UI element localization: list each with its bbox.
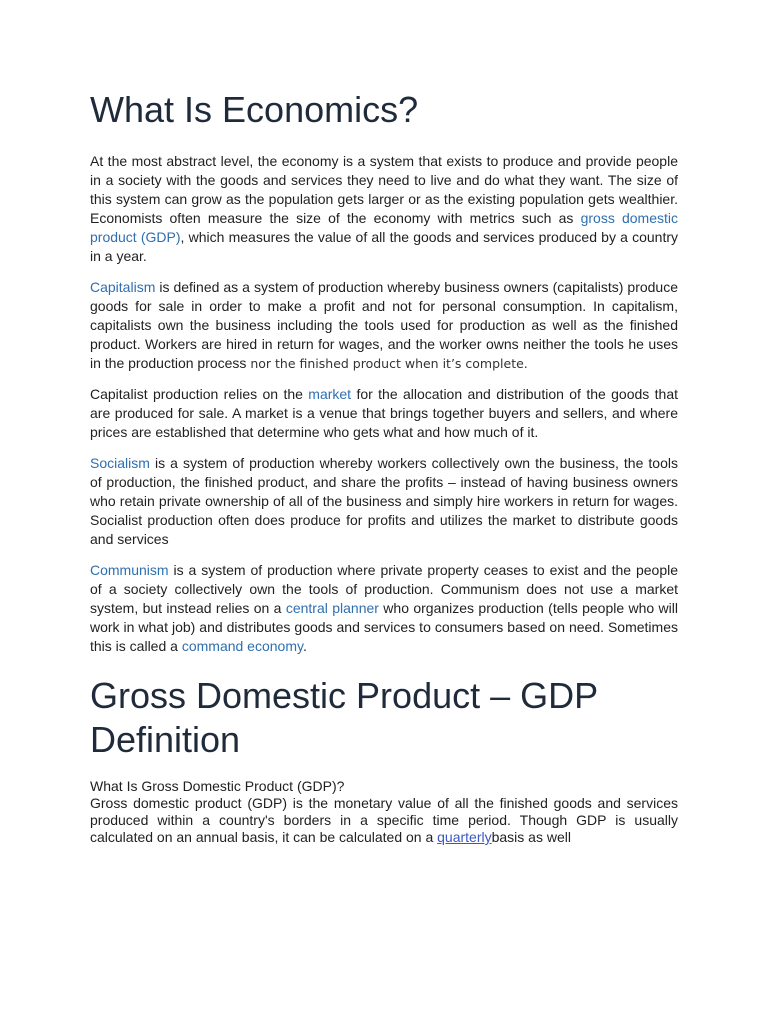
paragraph-text: for the allocation and distribution of the goods that are produced for sale. A market is a venue that brings together buyers and sellers, and where prices are established that determine who gets what and how much of it. [90,386,679,440]
paragraph-text: Capitalist production relies on the [90,386,309,402]
paragraph-text: At the most abstract level, the economy is a system that exists to produce and provide people in a society with the goods and services they need to live and do what they want. The size of this system can grow as the population gets larger or as the existing population gets wealthier. Economists often measure the size of the economy with metrics such as [90,153,678,226]
paragraph-economy [90,152,678,266]
paragraph-text: , which measures the value of all the goods and services produced by a country in a year. [90,229,679,264]
market-link[interactable]: market [308,386,352,402]
page-title: What Is Economics? [90,89,419,130]
paragraph-socialism [90,454,678,549]
paragraph-text: is defined as a system of production whereby business owners (capitalists) produce goods for sale in order to make a profit and not for personal consumption. In capitalism, capitalists own the business including the tools used for production as well as the finished product. Workers are hired in return for wages, and the worker owns neither the tools he uses in the production process [90,279,678,371]
gdp-link[interactable]: gross domestic product (GDP) [90,210,678,245]
paragraph-text: . [302,638,307,654]
paragraph-text: nor the finished product when it’s complete. [250,356,528,371]
quarterly-link[interactable]: quarterly [437,829,492,845]
central-planner-link[interactable]: central planner [285,600,379,616]
section-title-gdp: Gross Domestic Product – GDP Definition [90,675,598,760]
capitalism-link[interactable]: Capitalism [90,279,156,295]
paragraph-text: who organizes production (tells people who will work in what job) and distributes goods and services to consumers based on need. Sometimes this is called a [90,600,678,654]
paragraph-communism [90,561,678,656]
paragraph-gdp-definition [90,795,678,846]
command-economy-link[interactable]: command economy [181,638,303,654]
paragraph-text: basis as well [491,829,571,845]
paragraph-text: Gross domestic product (GDP) is the monetary value of all the finished goods and services produced within a country's borders in a specific time period. Though GDP is usually calculated on an annual basis, it can be calculated on a [90,795,678,845]
communism-link[interactable]: Communism [90,562,169,578]
paragraph-text: is a system of production whereby workers collectively own the business, the tools of production, the finished product, and share the profits – instead of having business owners who retain private ownership of all of the business and simply hire workers in return for wages. Socialist production often does produce for profits and utilizes the market to distribute goods and services [90,455,678,547]
paragraph-market [90,385,678,442]
paragraph-text: is a system of production where private property ceases to exist and the people of a society collectively own the tools of production. Communism does not use a market system, but instead relies on a [90,562,678,616]
paragraph-capitalism [90,278,678,373]
gdp-question-heading: What Is Gross Domestic Product (GDP)? [90,778,345,794]
socialism-link[interactable]: Socialism [90,455,150,471]
